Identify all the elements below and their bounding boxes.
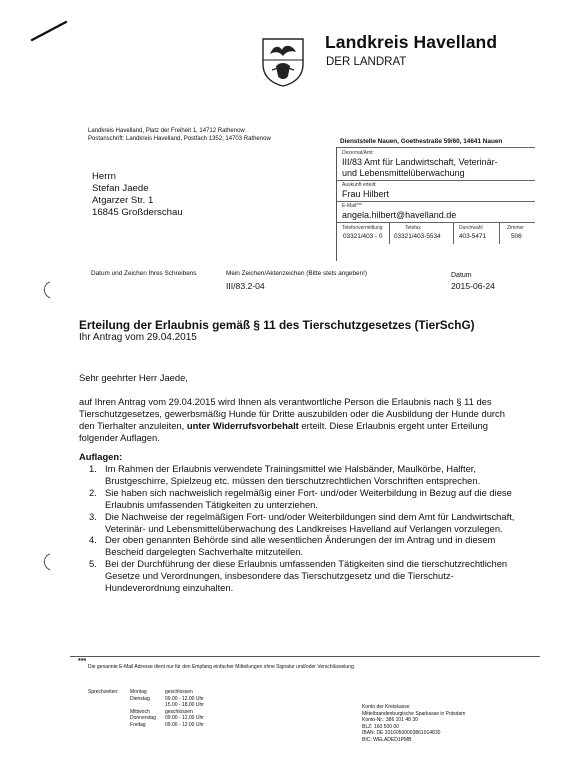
sender-postal-address: Postanschrift: Landkreis Havelland, Postfach 1352, 14703 Rathenow	[88, 136, 271, 142]
your-reference-label: Datum und Zeichen Ihres Schreibens	[91, 270, 197, 277]
dept-label: Dezernat/Amt:	[342, 150, 374, 156]
direct-number: 403-5471	[459, 233, 487, 240]
my-reference-value: III/83.2-04	[226, 281, 265, 291]
letterhead-title: Landkreis Havelland	[325, 32, 498, 52]
bank-blz: BLZ: 160 500 00	[362, 723, 399, 730]
letter-intro	[79, 396, 519, 444]
recipient-block	[92, 171, 183, 219]
hole-punch-mark-icon	[40, 552, 54, 572]
condition-item: 4. Der oben genannten Behörde sind alle wesentlichen Änderungen der im Antrag und in diesem Bescheid dargelegten Sachverhalte mitzuteilen.	[89, 534, 496, 558]
contact-name: Frau Hilbert	[342, 189, 390, 199]
hours-row: Mittwoch geschlossen	[130, 708, 193, 715]
subject-title: Erteilung der Erlaubnis gemäß § 11 des Tierschutzgesetzes (TierSchG)	[79, 318, 475, 332]
dept-line-1: III/83 Amt für Landwirtschaft, Veterinär-	[342, 157, 498, 167]
phone-label: Telefonvermittlung	[342, 225, 383, 231]
date-label: Datum	[451, 272, 472, 279]
pen-mark	[30, 18, 70, 44]
intro-emphasis: unter Widerrufsvorbehalt	[186, 419, 299, 431]
hole-punch-mark-icon	[40, 280, 54, 300]
room-label: Zimmer	[507, 225, 524, 231]
conditions-heading: Auflagen:	[79, 451, 123, 462]
bank-details	[362, 704, 532, 743]
fax-label: Telefax	[405, 225, 421, 231]
bank-iban: IBAN: DE 33160500003861014830	[362, 730, 441, 736]
hours-row: 15.00 - 18.00 Uhr	[165, 702, 204, 708]
condition-item: 3. Die Nachweise der regelmäßigen Fort- und/oder Weiterbildungen sind dem Amt für Landwirtschaft, Veterinär- und Lebensmittelüberwachung des Landkreises Havelland auf Verlangen vorzulegen.	[89, 510, 515, 534]
subject-subline: Ihr Antrag vom 29.04.2015	[79, 332, 197, 343]
sender-address: Landkreis Havelland, Platz der Freiheit 1, 14712 Rathenow	[88, 128, 245, 134]
bank-account: Konto-Nr.: 386 101 48 30	[362, 717, 418, 723]
hours-row: Donnerstag 09.00 - 12.00 Uhr	[130, 715, 204, 721]
intro-text: auf Ihren Antrag vom 29.04.2015 wird Ihnen als verantwortliche Person die Erlaubnis nach § 11 des Tierschutzgesetzes, gewerbsmäßig Hunde für Dritte auszubilden oder die Ausbildung der Hunde durch den Tierhalter anzuleiten,	[79, 396, 505, 431]
letterhead-subtitle: DER LANDRAT	[326, 56, 407, 68]
fax-number: 03321/403-5534	[394, 233, 441, 240]
intro-text-end: erteilt. Diese Erlaubnis ergeht unter Erteilung folgender Auflagen.	[79, 419, 488, 443]
coat-of-arms-icon	[260, 36, 306, 88]
recipient-street: Atgarzer Str. 1	[92, 195, 154, 206]
room-number: 506	[511, 233, 522, 240]
office-hours-label: Sprechzeiten:	[88, 689, 119, 695]
my-reference-label: Mein Zeichen/Aktenzeichen (Bitte stets angeben!)	[226, 270, 368, 277]
bank-bic: BIC: WELADED1PMB	[362, 736, 412, 743]
info-box	[336, 147, 535, 261]
email-address: angela.hilbert@havelland.de	[342, 210, 457, 220]
contact-label: Auskunft erteilt:	[342, 182, 377, 188]
letter-greeting: Sehr geehrter Herr Jaede,	[79, 372, 188, 383]
date-value: 2015-06-24	[451, 281, 495, 291]
dept-line-2: und Lebensmittelüberwachung	[342, 168, 465, 178]
conditions-list	[87, 463, 521, 594]
office-address: Dienststelle Nauen, Goethestraße 59/60, 14641 Nauen	[340, 138, 503, 145]
condition-item: 2. Sie haben sich nachweislich regelmäßig einer Fort- und/oder Weiterbildung in Bezug auf die diese Erlaubnis umfassenden Tätigkeiten zu unterziehen.	[89, 486, 512, 510]
email-label: E-Mail***	[342, 203, 363, 209]
hours-row: Montag geschlossen	[130, 689, 193, 695]
bank-name: Mittelbrandenburgische Sparkasse in Potsdam	[362, 710, 466, 717]
condition-item: 5. Bei der Durchführung der diese Erlaubnis umfassenden Tätigkeiten sind die tierschutzrechtlichen Gesetze und Verordnungen, insbesondere das Tierschutzgesetz und die Tierschutz-Hundeverordnung einzuhalten.	[89, 558, 508, 594]
recipient-name: Stefan Jaede	[92, 183, 149, 194]
condition-item: 1. Im Rahmen der Erlaubnis verwendete Trainingsmittel wie Halsbänder, Maulkörbe, Halfter, Brustgeschirre, Spielzeug etc. müssen den tierschutzrechtlichen Vorschriften entsprechen.	[89, 463, 481, 486]
recipient-salutation: Herrn	[92, 171, 116, 182]
phone-number: 03321/403 - 0	[343, 233, 383, 240]
hours-row: Dienstag 09.00 - 12.00 Uhr	[130, 695, 204, 702]
footer-note: Die genannte E-Mail Adresse dient nur für den Empfang einfacher Mitteilungen ohne Signatur und/oder Verschlüsselung.	[88, 664, 356, 670]
recipient-city: 16845 Großderschau	[92, 207, 183, 218]
hours-row: Freitag 09.00 - 12.00 Uhr	[130, 721, 204, 728]
direct-label: Durchwahl	[459, 225, 483, 231]
office-hours	[130, 689, 250, 728]
footer-rule	[70, 656, 540, 657]
bank-label: Konto der Kreiskasse	[362, 704, 410, 710]
footer-stars: ***	[78, 658, 87, 665]
